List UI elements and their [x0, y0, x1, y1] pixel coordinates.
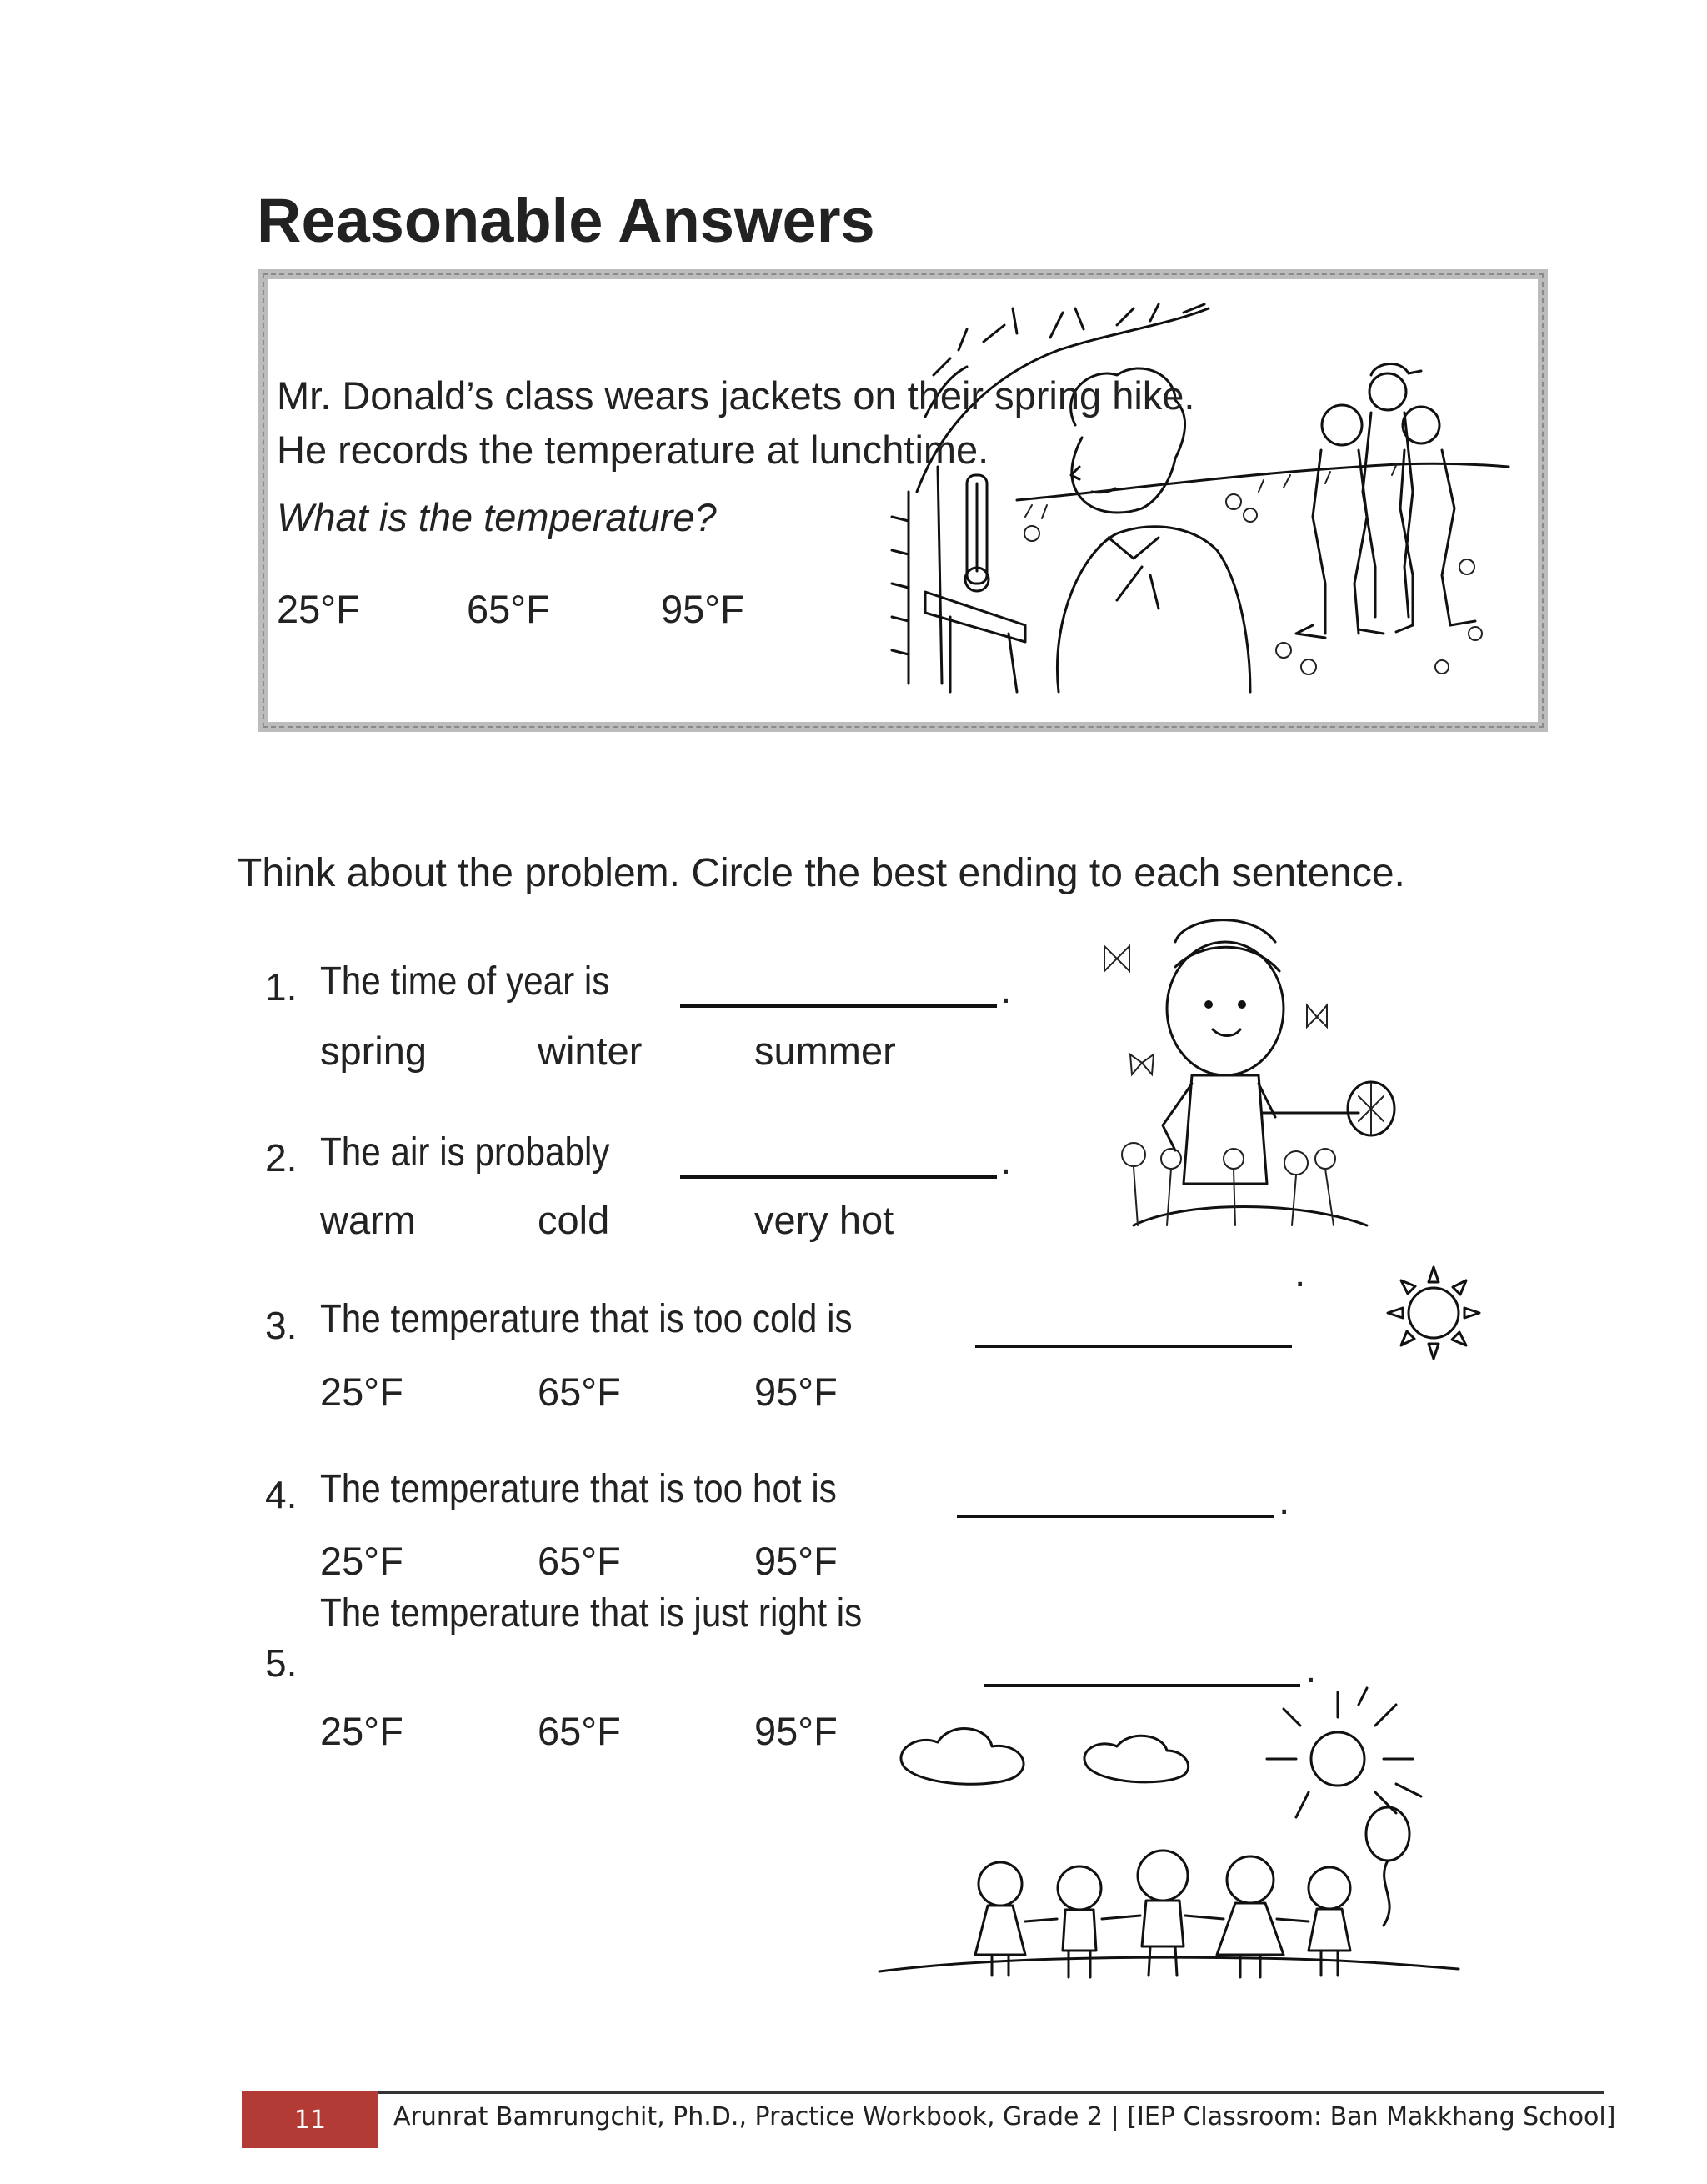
- answer-blank[interactable]: [680, 1175, 997, 1179]
- answer-option[interactable]: winter: [538, 1029, 643, 1073]
- hike-illustration: [892, 300, 1509, 700]
- answer-blank[interactable]: [957, 1515, 1274, 1518]
- problem-option: 65°F: [467, 587, 550, 631]
- answer-option[interactable]: 95°F: [754, 1709, 838, 1753]
- answer-option[interactable]: 25°F: [320, 1709, 403, 1753]
- period: .: [1305, 1647, 1317, 1691]
- problem-line-1: Mr. Donald’s class wears jackets on their spring hike.: [277, 373, 1195, 418]
- question-number: 2.: [265, 1136, 298, 1180]
- question-stem: The temperature that is too hot is: [320, 1467, 837, 1511]
- answer-option[interactable]: 65°F: [538, 1370, 621, 1414]
- question-number: 5.: [265, 1641, 298, 1685]
- question-number: 3.: [265, 1304, 298, 1347]
- sun-icon: [1384, 1263, 1484, 1363]
- question-number: 1.: [265, 965, 298, 1009]
- answer-option[interactable]: 25°F: [320, 1539, 403, 1583]
- answer-option[interactable]: spring: [320, 1029, 428, 1073]
- answer-option[interactable]: 65°F: [538, 1539, 621, 1583]
- answer-blank[interactable]: [975, 1345, 1292, 1348]
- answer-option[interactable]: 95°F: [754, 1370, 838, 1414]
- problem-line-2: He records the temperature at lunchtime.: [277, 428, 989, 472]
- footer-rule: [242, 2091, 1604, 2094]
- answer-option[interactable]: summer: [754, 1029, 896, 1073]
- question-stem: The temperature that is too cold is: [320, 1297, 853, 1341]
- question-stem: The temperature that is just right is: [320, 1591, 863, 1635]
- question-number: 4.: [265, 1473, 298, 1516]
- instruction: Think about the problem. Circle the best ending to each sentence.: [238, 851, 1405, 895]
- question-stem: The time of year is: [320, 959, 610, 1004]
- children-figures: [1296, 363, 1475, 638]
- answer-option[interactable]: very hot: [754, 1198, 894, 1242]
- answer-blank[interactable]: [984, 1684, 1300, 1687]
- answer-option[interactable]: 25°F: [320, 1370, 403, 1414]
- page-title: Reasonable Answers: [257, 186, 875, 255]
- period: .: [1000, 1139, 1012, 1183]
- page-number: 11: [242, 2091, 378, 2148]
- footer-text: Arunrat Bamrungchit, Ph.D., Practice Workbook, Grade 2 | [IEP Classroom: Ban Makkhang School]: [393, 2102, 1616, 2131]
- question-stem: The air is probably: [320, 1130, 610, 1175]
- answer-option[interactable]: 65°F: [538, 1709, 621, 1753]
- girl-butterfly-illustration: [1084, 909, 1409, 1259]
- answer-option[interactable]: warm: [320, 1198, 416, 1242]
- problem-option: 25°F: [277, 587, 360, 631]
- answer-blank[interactable]: [680, 1004, 997, 1008]
- problem-question: What is the temperature?: [277, 495, 717, 539]
- problem-option: 95°F: [661, 587, 744, 631]
- period: .: [1279, 1479, 1290, 1523]
- period: .: [1000, 968, 1012, 1012]
- answer-option[interactable]: 95°F: [754, 1539, 838, 1583]
- children-holding-hands-illustration: [875, 1701, 1475, 2001]
- answer-option[interactable]: cold: [538, 1198, 610, 1242]
- period: .: [1294, 1251, 1306, 1295]
